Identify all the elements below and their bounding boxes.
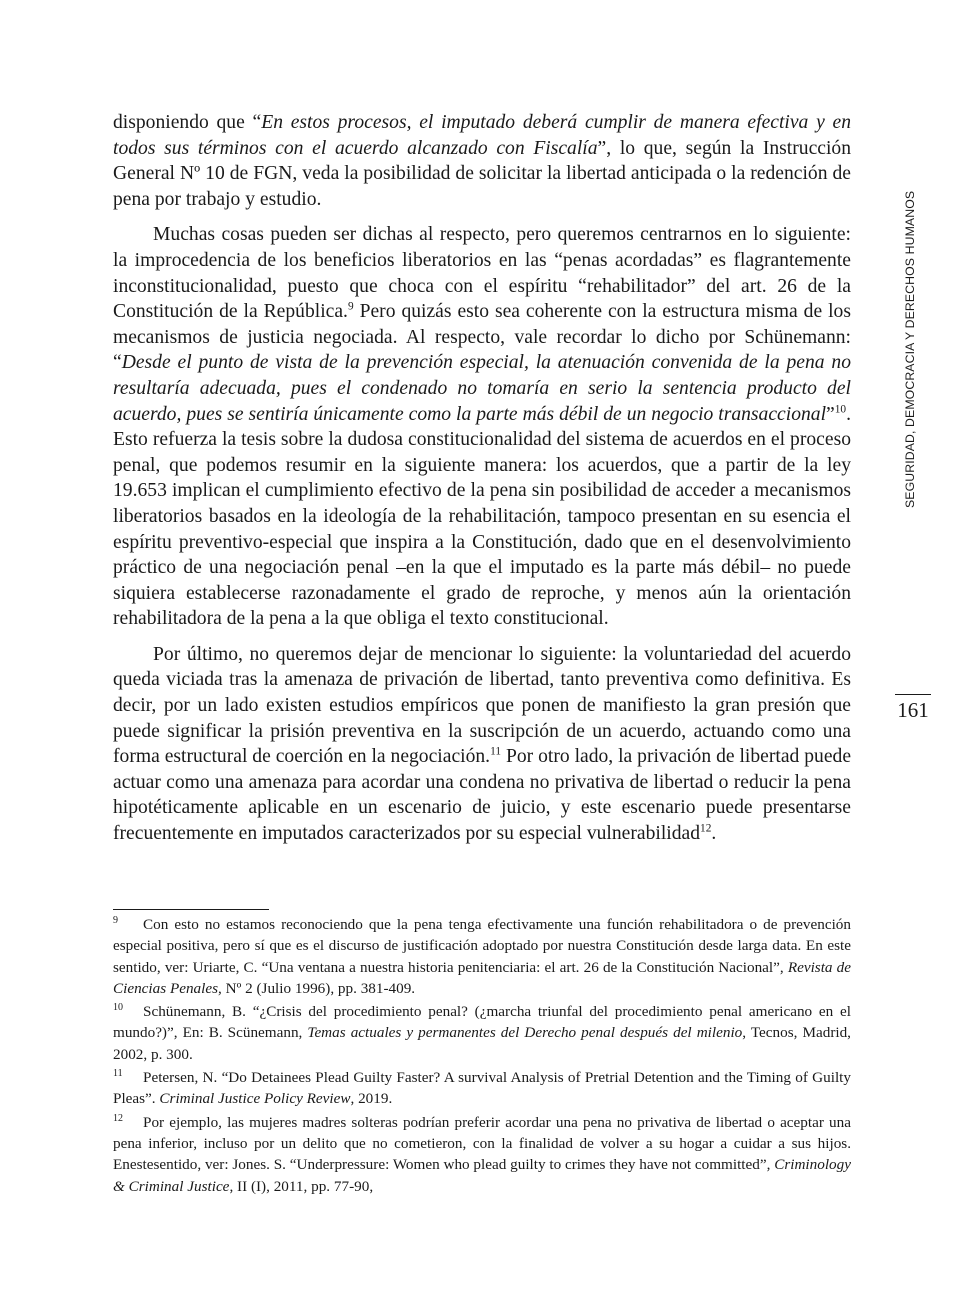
text-run: Por ejemplo, las mujeres madres solteras podrían preferir acordar una pena no privativa de libertad o aceptar una pena inferior, incluso por un delito que no cometieron, con la finalidad de volver a su hogar a cuidar a sus hijos. Enestesentido, ver: Jones. S. “Underpressure: Women who plead guilty to crimes they have not committed”,: [113, 1113, 851, 1174]
running-head: SEGURIDAD, DEMOCRACIA Y DERECHOS HUMANOS: [903, 190, 917, 508]
text-run: .: [711, 823, 717, 845]
footnote-12: 12 Por ejemplo, las mujeres madres solteras podrían preferir acordar una pena no privativa de libertad o aceptar una pena inferior, incluso por un delito que no cometieron, con la finalidad de volver a su hogar a cuidar a sus hijos. Enestesentido, ver: Jones. S. “Underpressure: Women who plead guilty to crimes they have not committed”, Criminology & Criminal Justice, II (I), 2011, pp. 77-90,: [113, 1112, 851, 1195]
text-run: , Tecnos, Madrid, 2002, p. 300.: [113, 1024, 851, 1063]
quote-italic: Desde el punto de vista de la prevención especial, la atenuación convenida de la pena no resultaría adecuada, pues el condenado no tomaría en serio la sentencia producto del acuerdo, pues se sentiría únicamente como la parte más débil de un negocio transaccional: [113, 352, 851, 425]
citation-italic: Revista de Ciencias Penales: [113, 958, 851, 997]
quote-italic: En estos procesos, el imputado deberá cumplir de manera efectiva y en todos sus términos con el acuerdo alcanzado con Fiscalía: [113, 112, 851, 159]
citation-italic: Temas actuales y permanentes del Derecho penal después del milenio: [307, 1024, 743, 1042]
footnotes: [113, 914, 851, 1199]
paragraph-3: [113, 642, 851, 847]
text-run: Muchas cosas pueden ser dichas al respecto, pero queremos centrarnos en lo siguiente: la improcedencia de los beneficios liberatorios en las “penas acordadas” es flagrantemente inconstitucionalidad, puesto que choca con el espíritu “rehabilitador” del art. 26 de la Constitución de la República.: [113, 224, 851, 323]
citation-italic: Criminology & Criminal Justice: [113, 1156, 851, 1195]
footnote-ref: 9: [347, 300, 354, 313]
text-run: Por último, no queremos dejar de mencionar lo siguiente: la voluntariedad del acuerdo queda viciada tras la amenaza de privación de libertad, tanto preventiva como definitiva. Es decir, por un lado existen estudios empíricos que ponen de manifiesto la gran presión que puede significar la prisión preventiva en la suscripción de un acuerdo, actuando como una forma estructural de coerción en la negociación.: [113, 643, 851, 768]
footnote-ref: 12: [700, 822, 712, 835]
footnote-ref: 11: [490, 745, 502, 758]
page-number: 161: [897, 698, 929, 722]
text-run: , Nº 2 (Julio 1996), pp. 381-409.: [218, 979, 416, 997]
body-text: [113, 110, 851, 857]
footnote-ref: 10: [834, 403, 847, 415]
text-run: ”: [826, 403, 835, 425]
footnote-11: 11 Petersen, N. “Do Detainees Plead Guilty Faster? A survival Analysis of Pretrial Detention and the Timing of Guilty Pleas”. Criminal Justice Policy Review, 2019.: [113, 1068, 851, 1108]
citation-italic: Criminal Justice Policy Review: [159, 1090, 351, 1108]
footnote-9: 9 Con esto no estamos reconociendo que la pena tenga efectivamente una función rehabilitadora o de prevención especial positiva, pero sí que es el discurso de justificación adoptado por nuestra Constitución desde larga data. En este sentido, ver: Uriarte, C. “Una ventana a nuestra historia penitenciaria: el art. 26 de la Constitución Nacional”, Revista de Ciencias Penales, Nº 2 (Julio 1996), pp. 381-409.: [113, 914, 851, 997]
footnote-rule: [113, 909, 269, 910]
text-run: Petersen, N. “Do Detainees Plead Guilty Faster? A survival Analysis of Pretrial Detention and the Timing of Guilty Pleas”.: [113, 1069, 851, 1108]
text-run: Por otro lado, la privación de libertad puede actuar como una amenaza para acordar una condena no privativa de libertad o reducir la pena hipotéticamente aplicable en un escenario de juicio, y este escenario puede presentarse frecuentemente en imputados caracterizados por su especial vulnerabilidad: [113, 746, 852, 845]
text-run: , 2019.: [350, 1090, 393, 1108]
text-run: Pero quizás esto sea coherente con la estructura misma de los mecanismos de justicia negociada. Al respecto, vale recordar lo dicho por Schünemann: “: [113, 301, 851, 374]
text-run: . Esto refuerza la tesis sobre la dudosa constitucionalidad del sistema de acuerdos en el proceso penal, que podemos resumir en la siguiente manera: los acuerdos, que a partir de la ley 19.653 implican el cumplimiento efectivo de la pena sin posibilidad de acceder a mecanismos liberatorios basados en la ideología de la rehabilitación, tampoco presentan en su esencia el espíritu preventivo-especial que inspira a la Constitución, dado que en el desenvolvimiento práctico de una negociación penal –en la que el imputado es la parte más débil– no puede siquiera establecerse razonadamente el grado de reproche, y menos aún la orientación rehabilitadora de la pena a la que obliga el texto constitucional.: [113, 403, 851, 630]
paragraph-2: [113, 222, 851, 632]
text-run: Con esto no estamos reconociendo que la pena tenga efectivamente una función rehabilitadora o de prevención especial positiva, pero sí que es el discurso de justificación adoptado por nuestra Constitución desde larga data. En este sentido, ver: Uriarte, C. “Una ventana a nuestra historia penitenciaria: el art. 26 de la Constitución Nacional”,: [113, 916, 851, 976]
paragraph-1: [113, 110, 851, 212]
text-run: , II (I), 2011, pp. 77-90,: [229, 1177, 374, 1195]
footnote-10: 10 Schünemann, B. “¿Crisis del procedimiento penal? (¿marcha triunfal del procedimiento penal americano en el mundo?)”, En: B. Scünemann, Temas actuales y permanentes del Derecho penal después del milenio, Tecnos, Madrid, 2002, p. 300.: [113, 1002, 851, 1063]
page-number-rule: [895, 694, 931, 695]
text-run: Schünemann, B. “¿Crisis del procedimiento penal? (¿marcha triunfal del procedimiento penal americano en el mundo?)”, En: B. Scünemann,: [113, 1003, 851, 1042]
text-run: ”, lo que, según la Instrucción General Nº 10 de FGN, veda la posibilidad de solicitar la libertad anticipada o la redención de pena por trabajo y estudio.: [113, 137, 852, 210]
text-run: disponiendo que “: [113, 112, 262, 133]
